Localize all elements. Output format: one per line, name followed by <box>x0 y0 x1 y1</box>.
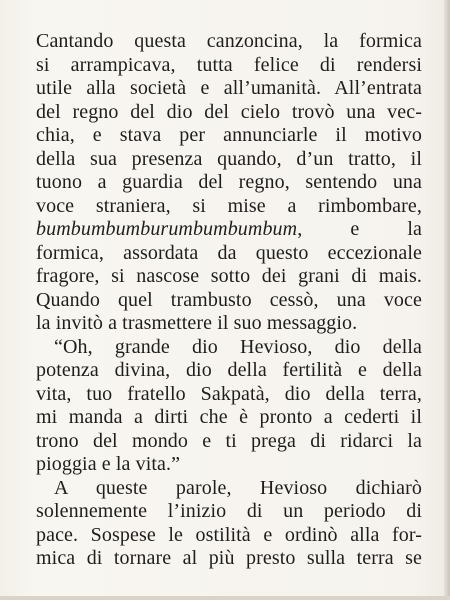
text-line: Cantando questa canzoncina, la formica <box>36 30 422 52</box>
text-line: fragore, si nascose sotto dei grani di mais. <box>36 265 422 287</box>
page-right-edge <box>444 0 450 600</box>
text-line: A queste parole, Hevioso dichiarò <box>54 476 422 499</box>
text-line: chia, e stava per annunciarle il motivo <box>36 124 422 146</box>
emphasis-word: bumbumbumburumbumbumbum <box>36 218 298 240</box>
text-line: della sua presenza quando, d’un tratto, il <box>36 147 422 170</box>
text-line: mica di tornare al più presto sulla terra se <box>36 547 422 569</box>
text-line: la invitò a trasmettere il suo messaggio. <box>36 312 358 334</box>
text-line: vita, tuo fratello Sakpatà, dio della terra, <box>36 382 422 405</box>
text-line: Quando quel trambusto cessò, una voce <box>36 288 422 311</box>
text-line: utile alla società e all’umanità. All’entrata <box>36 77 422 99</box>
text-line: tuono a guardia del regno, sentendo una <box>36 171 422 193</box>
text-line: trono del mondo e ti prega di ridarci la <box>36 429 422 452</box>
text-line: “Oh, grande dio Hevioso, dio della <box>54 335 422 358</box>
page-bottom-edge <box>0 596 450 600</box>
text-line: solennemente l’inizio di un periodo di <box>36 500 422 522</box>
emphasis-suffix: , e la <box>297 218 422 240</box>
text-line-with-emphasis <box>36 218 422 242</box>
text-line: formica, assordata da questo eccezionale <box>36 241 422 264</box>
page-text <box>36 30 422 571</box>
text-line: mi manda a dirti che è pronto a cederti il <box>36 406 422 428</box>
text-line: pioggia e la vita.” <box>36 453 181 475</box>
text-line: del regno del dio del cielo trovò una vec- <box>36 100 422 123</box>
text-line: si arrampicava, tutta felice di rendersi <box>36 53 422 76</box>
text-line: potenza divina, dio della fertilità e della <box>36 359 422 381</box>
text-line: voce straniera, si mise a rimbombare, <box>36 194 422 217</box>
text-line: pace. Sospese le ostilità e ordinò alla for- <box>36 523 422 546</box>
